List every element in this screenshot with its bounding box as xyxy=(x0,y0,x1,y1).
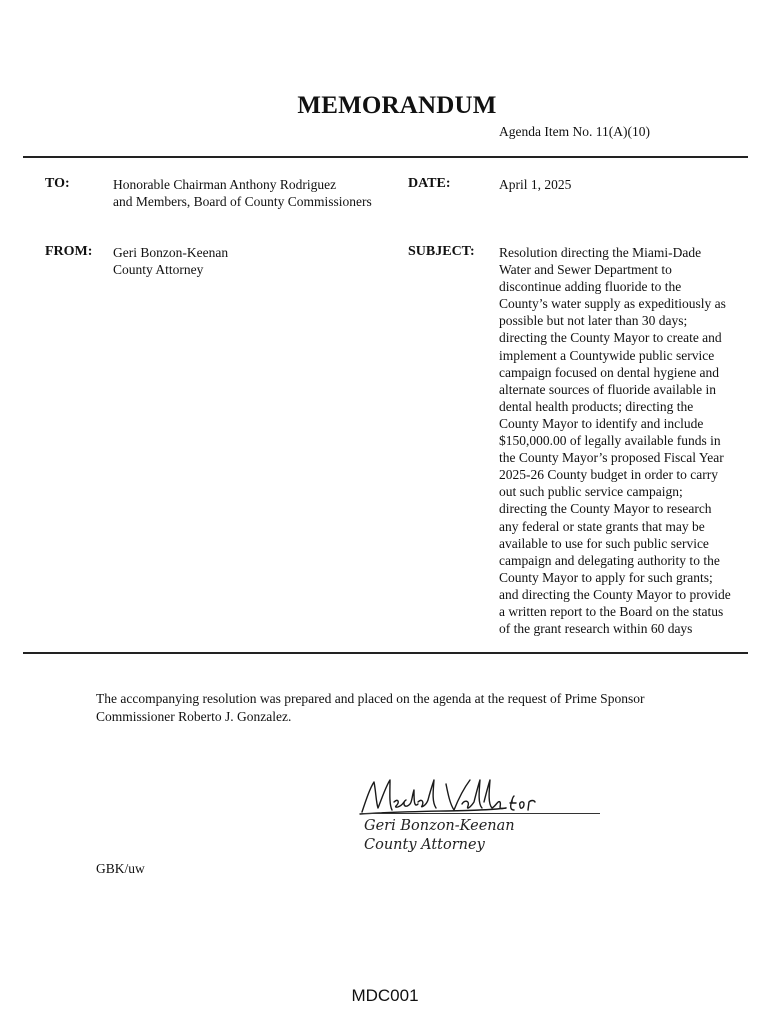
signature-text: Michael Valdes for xyxy=(358,786,366,787)
from-label: FROM: xyxy=(45,244,93,259)
signer-block xyxy=(364,817,515,855)
body-line-2: Commissioner Roberto J. Gonzalez. xyxy=(96,709,292,724)
footer-code: MDC001 xyxy=(351,986,419,1005)
subject-line: dental health products; directing the xyxy=(499,398,694,414)
from-sender xyxy=(113,244,228,278)
memo-title: MEMORANDUM xyxy=(297,92,497,119)
from-line-2: County Attorney xyxy=(113,262,204,277)
subject-line: Resolution directing the Miami-Dade xyxy=(499,245,702,260)
subject-line: the County Mayor’s proposed Fiscal Year xyxy=(499,450,724,466)
subject-line: available to use for such public service xyxy=(499,535,709,551)
subject-line: of the grant research within 60 days xyxy=(499,621,693,637)
typist-initials: GBK/uw xyxy=(96,861,145,876)
subject-line: County’s water supply as expeditiously as xyxy=(499,296,726,312)
date-label: DATE: xyxy=(408,176,451,191)
subject-line: and directing the County Mayor to provide xyxy=(499,586,731,602)
subject-line: campaign and delegating authority to the xyxy=(499,552,720,568)
agenda-item-number: Agenda Item No. 11(A)(10) xyxy=(499,124,650,139)
body-paragraph xyxy=(96,690,736,726)
subject-line: Water and Sewer Department to xyxy=(499,262,672,278)
subject-line: possible but not later than 30 days; xyxy=(499,313,688,329)
to-line-1: Honorable Chairman Anthony Rodriguez xyxy=(113,177,337,192)
from-line-1: Geri Bonzon-Keenan xyxy=(113,245,229,260)
subject-line: $150,000.00 of legally available funds in xyxy=(499,433,721,449)
signer-name: Geri Bonzon-Keenan xyxy=(364,818,515,834)
subject-line: implement a Countywide public service xyxy=(499,347,715,363)
subject-line: alternate sources of fluoride available in xyxy=(499,381,717,397)
subject-line: any federal or state grants that may be xyxy=(499,518,705,534)
signature-line xyxy=(362,813,600,814)
subject-line: campaign focused on dental hygiene and xyxy=(499,364,720,380)
subject-line: directing the County Mayor to research xyxy=(499,501,712,517)
subject-line: out such public service campaign; xyxy=(499,484,683,500)
bottom-divider xyxy=(23,652,748,654)
top-divider xyxy=(23,156,748,158)
subject-line: a written report to the Board on the status xyxy=(499,603,724,619)
subject-line: directing the County Mayor to create and xyxy=(499,330,722,346)
subject-line: discontinue adding fluoride to the xyxy=(499,279,682,295)
to-label: TO: xyxy=(45,176,70,191)
handwritten-signature xyxy=(356,772,556,818)
to-recipient xyxy=(113,176,372,210)
date-value: April 1, 2025 xyxy=(499,177,572,192)
to-line-2: and Members, Board of County Commissioners xyxy=(113,194,372,209)
signer-title: County Attorney xyxy=(364,837,485,853)
subject-line: County Mayor to identify and include xyxy=(499,415,704,431)
subject-line: 2025-26 County budget in order to carry xyxy=(499,467,718,483)
subject-text xyxy=(499,244,749,637)
subject-line: County Mayor to apply for such grants; xyxy=(499,569,713,585)
subject-label: SUBJECT: xyxy=(408,244,475,259)
body-line-1: The accompanying resolution was prepared and placed on the agenda at the request of Prime Sponsor xyxy=(96,691,645,706)
